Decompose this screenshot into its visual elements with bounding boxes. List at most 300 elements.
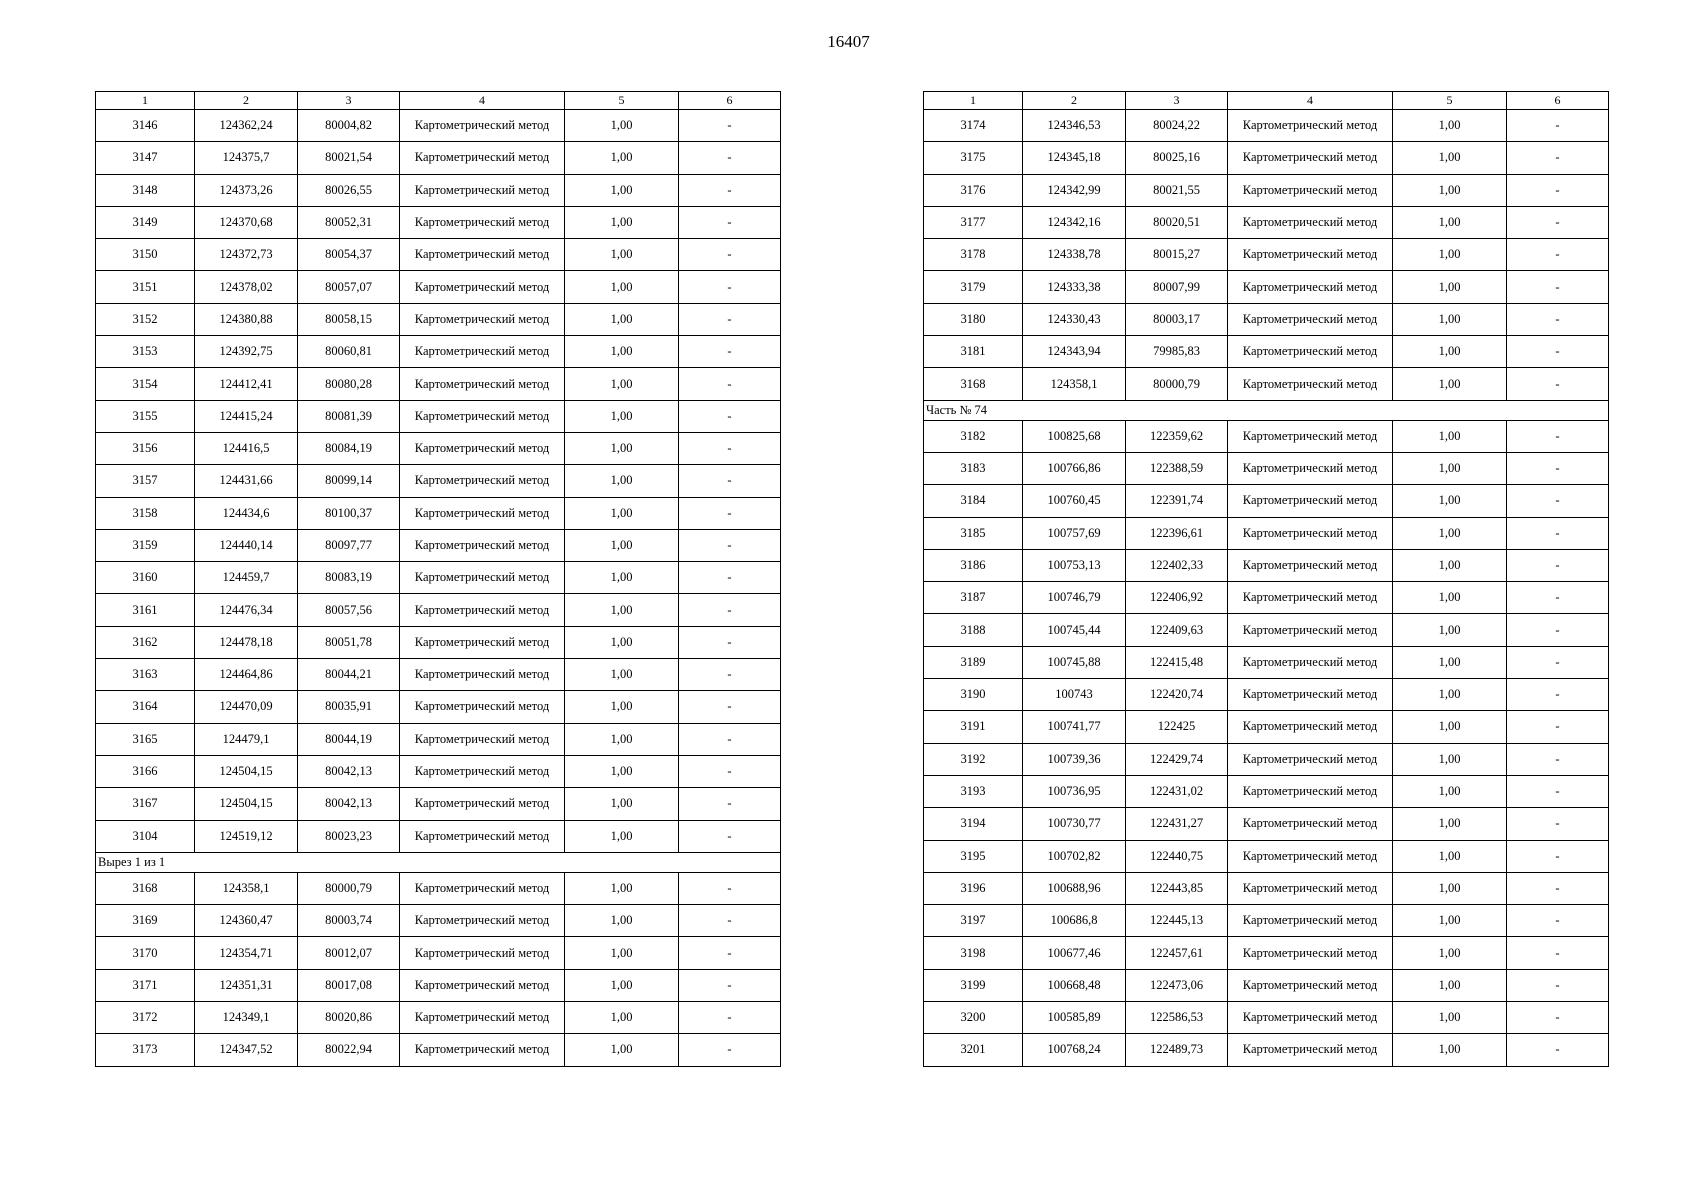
point-number-cell: 3161 (96, 594, 195, 626)
method-cell: Картометрический метод (1228, 614, 1393, 646)
section-row (96, 852, 781, 872)
x-coordinate-cell: 124380,88 (195, 303, 298, 335)
table-row (924, 646, 1609, 678)
accuracy-cell: 1,00 (1393, 840, 1507, 872)
y-coordinate-cell: 80042,13 (298, 788, 400, 820)
x-coordinate-cell: 124347,52 (195, 1034, 298, 1066)
x-coordinate-cell: 124504,15 (195, 755, 298, 787)
accuracy-cell: 1,00 (565, 432, 679, 464)
accuracy-cell: 1,00 (1393, 142, 1507, 174)
point-number-cell: 3148 (96, 174, 195, 206)
description-cell: - (679, 497, 781, 529)
method-cell: Картометрический метод (1228, 872, 1393, 904)
y-coordinate-cell: 80058,15 (298, 303, 400, 335)
y-coordinate-cell: 122388,59 (1126, 452, 1228, 484)
method-cell: Картометрический метод (1228, 174, 1393, 206)
table-row (96, 788, 781, 820)
x-coordinate-cell: 124464,86 (195, 659, 298, 691)
description-cell: - (1507, 142, 1609, 174)
column-header: 6 (679, 92, 781, 110)
y-coordinate-cell: 80044,21 (298, 659, 400, 691)
accuracy-cell: 1,00 (1393, 905, 1507, 937)
y-coordinate-cell: 80015,27 (1126, 239, 1228, 271)
method-cell: Картометрический метод (1228, 646, 1393, 678)
x-coordinate-cell: 124459,7 (195, 562, 298, 594)
point-number-cell: 3171 (96, 969, 195, 1001)
x-coordinate-cell: 124342,16 (1023, 206, 1126, 238)
x-coordinate-cell: 124519,12 (195, 820, 298, 852)
y-coordinate-cell: 80057,07 (298, 271, 400, 303)
method-cell: Картометрический метод (1228, 549, 1393, 581)
description-cell: - (679, 562, 781, 594)
table-row (96, 174, 781, 206)
y-coordinate-cell: 122586,53 (1126, 1002, 1228, 1034)
page-number: 16407 (827, 32, 870, 51)
description-cell: - (679, 465, 781, 497)
method-cell: Картометрический метод (400, 788, 565, 820)
table-row (96, 368, 781, 400)
point-number-cell: 3198 (924, 937, 1023, 969)
accuracy-cell: 1,00 (565, 659, 679, 691)
description-cell: - (679, 400, 781, 432)
description-cell: - (1507, 775, 1609, 807)
y-coordinate-cell: 122396,61 (1126, 517, 1228, 549)
table-row (96, 594, 781, 626)
point-number-cell: 3149 (96, 206, 195, 238)
method-cell: Картометрический метод (1228, 452, 1393, 484)
y-coordinate-cell: 80080,28 (298, 368, 400, 400)
method-cell: Картометрический метод (400, 432, 565, 464)
y-coordinate-cell: 80003,74 (298, 905, 400, 937)
table-row (924, 336, 1609, 368)
x-coordinate-cell: 124434,6 (195, 497, 298, 529)
table-row (96, 905, 781, 937)
accuracy-cell: 1,00 (565, 755, 679, 787)
column-header: 4 (1228, 92, 1393, 110)
method-cell: Картометрический метод (400, 239, 565, 271)
table-row (924, 485, 1609, 517)
y-coordinate-cell: 80024,22 (1126, 110, 1228, 142)
method-cell: Картометрический метод (1228, 743, 1393, 775)
accuracy-cell: 1,00 (1393, 969, 1507, 1001)
accuracy-cell: 1,00 (1393, 1002, 1507, 1034)
accuracy-cell: 1,00 (565, 626, 679, 658)
method-cell: Картометрический метод (1228, 142, 1393, 174)
y-coordinate-cell: 122406,92 (1126, 582, 1228, 614)
accuracy-cell: 1,00 (1393, 271, 1507, 303)
x-coordinate-cell: 124362,24 (195, 110, 298, 142)
y-coordinate-cell: 122420,74 (1126, 679, 1228, 711)
y-coordinate-cell: 122473,06 (1126, 969, 1228, 1001)
y-coordinate-cell: 79985,83 (1126, 336, 1228, 368)
accuracy-cell: 1,00 (1393, 1034, 1507, 1066)
y-coordinate-cell: 80035,91 (298, 691, 400, 723)
method-cell: Картометрический метод (1228, 271, 1393, 303)
accuracy-cell: 1,00 (565, 723, 679, 755)
table-row (96, 400, 781, 432)
accuracy-cell: 1,00 (1393, 420, 1507, 452)
y-coordinate-cell: 122431,27 (1126, 808, 1228, 840)
x-coordinate-cell: 124416,5 (195, 432, 298, 464)
point-number-cell: 3168 (924, 368, 1023, 400)
point-number-cell: 3163 (96, 659, 195, 691)
y-coordinate-cell: 122489,73 (1126, 1034, 1228, 1066)
table-row (924, 271, 1609, 303)
method-cell: Картометрический метод (1228, 1034, 1393, 1066)
method-cell: Картометрический метод (400, 755, 565, 787)
accuracy-cell: 1,00 (1393, 368, 1507, 400)
point-number-cell: 3146 (96, 110, 195, 142)
description-cell: - (1507, 206, 1609, 238)
section-label: Часть № 74 (924, 400, 1609, 420)
table-row (96, 110, 781, 142)
description-cell: - (1507, 110, 1609, 142)
table-row (924, 303, 1609, 335)
point-number-cell: 3179 (924, 271, 1023, 303)
x-coordinate-cell: 124378,02 (195, 271, 298, 303)
y-coordinate-cell: 122391,74 (1126, 485, 1228, 517)
y-coordinate-cell: 80083,19 (298, 562, 400, 594)
accuracy-cell: 1,00 (565, 529, 679, 561)
y-coordinate-cell: 122415,48 (1126, 646, 1228, 678)
point-number-cell: 3172 (96, 1002, 195, 1034)
accuracy-cell: 1,00 (565, 206, 679, 238)
method-cell: Картометрический метод (1228, 420, 1393, 452)
description-cell: - (1507, 646, 1609, 678)
x-coordinate-cell: 100757,69 (1023, 517, 1126, 549)
column-header: 2 (1023, 92, 1126, 110)
column-header: 4 (400, 92, 565, 110)
point-number-cell: 3184 (924, 485, 1023, 517)
y-coordinate-cell: 122443,85 (1126, 872, 1228, 904)
accuracy-cell: 1,00 (565, 691, 679, 723)
description-cell: - (679, 723, 781, 755)
y-coordinate-cell: 80023,23 (298, 820, 400, 852)
description-cell: - (679, 626, 781, 658)
x-coordinate-cell: 124431,66 (195, 465, 298, 497)
table-row (96, 820, 781, 852)
x-coordinate-cell: 100766,86 (1023, 452, 1126, 484)
point-number-cell: 3197 (924, 905, 1023, 937)
method-cell: Картометрический метод (1228, 937, 1393, 969)
description-cell: - (1507, 336, 1609, 368)
description-cell: - (1507, 1034, 1609, 1066)
section-label: Вырез 1 из 1 (96, 852, 781, 872)
section-row (924, 400, 1609, 420)
point-number-cell: 3169 (96, 905, 195, 937)
point-number-cell: 3153 (96, 336, 195, 368)
accuracy-cell: 1,00 (1393, 336, 1507, 368)
x-coordinate-cell: 100730,77 (1023, 808, 1126, 840)
y-coordinate-cell: 80025,16 (1126, 142, 1228, 174)
point-number-cell: 3196 (924, 872, 1023, 904)
table-row (924, 110, 1609, 142)
accuracy-cell: 1,00 (1393, 206, 1507, 238)
accuracy-cell: 1,00 (1393, 517, 1507, 549)
accuracy-cell: 1,00 (565, 465, 679, 497)
x-coordinate-cell: 124358,1 (195, 872, 298, 904)
y-coordinate-cell: 80022,94 (298, 1034, 400, 1066)
table-row (924, 452, 1609, 484)
y-coordinate-cell: 80044,19 (298, 723, 400, 755)
point-number-cell: 3166 (96, 755, 195, 787)
y-coordinate-cell: 80007,99 (1126, 271, 1228, 303)
description-cell: - (1507, 420, 1609, 452)
method-cell: Картометрический метод (1228, 679, 1393, 711)
x-coordinate-cell: 100702,82 (1023, 840, 1126, 872)
description-cell: - (1507, 679, 1609, 711)
table-row (924, 549, 1609, 581)
description-cell: - (679, 110, 781, 142)
y-coordinate-cell: 80021,55 (1126, 174, 1228, 206)
point-number-cell: 3186 (924, 549, 1023, 581)
method-cell: Картометрический метод (400, 497, 565, 529)
accuracy-cell: 1,00 (565, 110, 679, 142)
accuracy-cell: 1,00 (565, 142, 679, 174)
column-header: 2 (195, 92, 298, 110)
table-row (924, 905, 1609, 937)
table-row (924, 808, 1609, 840)
point-number-cell: 3193 (924, 775, 1023, 807)
description-cell: - (679, 432, 781, 464)
method-cell: Картометрический метод (1228, 711, 1393, 743)
accuracy-cell: 1,00 (565, 788, 679, 820)
column-header: 5 (565, 92, 679, 110)
description-cell: - (1507, 239, 1609, 271)
x-coordinate-cell: 100745,44 (1023, 614, 1126, 646)
x-coordinate-cell: 124440,14 (195, 529, 298, 561)
table-row (96, 659, 781, 691)
table-row (924, 206, 1609, 238)
y-coordinate-cell: 122445,13 (1126, 905, 1228, 937)
y-coordinate-cell: 122429,74 (1126, 743, 1228, 775)
table-row (924, 517, 1609, 549)
x-coordinate-cell: 100677,46 (1023, 937, 1126, 969)
point-number-cell: 3160 (96, 562, 195, 594)
point-number-cell: 3189 (924, 646, 1023, 678)
accuracy-cell: 1,00 (565, 400, 679, 432)
table-row (96, 465, 781, 497)
x-coordinate-cell: 100741,77 (1023, 711, 1126, 743)
accuracy-cell: 1,00 (565, 905, 679, 937)
method-cell: Картометрический метод (1228, 110, 1393, 142)
point-number-cell: 3194 (924, 808, 1023, 840)
point-number-cell: 3181 (924, 336, 1023, 368)
description-cell: - (679, 755, 781, 787)
point-number-cell: 3195 (924, 840, 1023, 872)
table-row (924, 582, 1609, 614)
table-row (924, 937, 1609, 969)
y-coordinate-cell: 80099,14 (298, 465, 400, 497)
description-cell: - (679, 969, 781, 1001)
point-number-cell: 3200 (924, 1002, 1023, 1034)
table-row (924, 142, 1609, 174)
y-coordinate-cell: 80020,86 (298, 1002, 400, 1034)
point-number-cell: 3180 (924, 303, 1023, 335)
accuracy-cell: 1,00 (565, 820, 679, 852)
column-header: 1 (96, 92, 195, 110)
table-row (96, 1034, 781, 1066)
accuracy-cell: 1,00 (1393, 582, 1507, 614)
method-cell: Картометрический метод (400, 594, 565, 626)
table-row (96, 303, 781, 335)
table-row (96, 872, 781, 904)
x-coordinate-cell: 124354,71 (195, 937, 298, 969)
accuracy-cell: 1,00 (565, 497, 679, 529)
accuracy-cell: 1,00 (565, 937, 679, 969)
y-coordinate-cell: 122440,75 (1126, 840, 1228, 872)
y-coordinate-cell: 80097,77 (298, 529, 400, 561)
table-row (96, 432, 781, 464)
y-coordinate-cell: 80054,37 (298, 239, 400, 271)
description-cell: - (1507, 969, 1609, 1001)
method-cell: Картометрический метод (400, 206, 565, 238)
table-row (96, 1002, 781, 1034)
description-cell: - (1507, 368, 1609, 400)
description-cell: - (1507, 937, 1609, 969)
point-number-cell: 3170 (96, 937, 195, 969)
y-coordinate-cell: 122431,02 (1126, 775, 1228, 807)
method-cell: Картометрический метод (400, 562, 565, 594)
x-coordinate-cell: 124342,99 (1023, 174, 1126, 206)
table-row (924, 711, 1609, 743)
point-number-cell: 3182 (924, 420, 1023, 452)
x-coordinate-cell: 100686,8 (1023, 905, 1126, 937)
accuracy-cell: 1,00 (1393, 110, 1507, 142)
method-cell: Картометрический метод (1228, 239, 1393, 271)
description-cell: - (679, 271, 781, 303)
y-coordinate-cell: 122457,61 (1126, 937, 1228, 969)
table-row (924, 174, 1609, 206)
method-cell: Картометрический метод (400, 368, 565, 400)
point-number-cell: 3165 (96, 723, 195, 755)
table-row (924, 679, 1609, 711)
table-row (96, 271, 781, 303)
table-row (924, 1034, 1609, 1066)
description-cell: - (679, 174, 781, 206)
x-coordinate-cell: 124372,73 (195, 239, 298, 271)
table-row (96, 336, 781, 368)
x-coordinate-cell: 124479,1 (195, 723, 298, 755)
method-cell: Картометрический метод (400, 529, 565, 561)
y-coordinate-cell: 80000,79 (1126, 368, 1228, 400)
table-row (96, 142, 781, 174)
x-coordinate-cell: 124415,24 (195, 400, 298, 432)
description-cell: - (1507, 303, 1609, 335)
method-cell: Картометрический метод (400, 820, 565, 852)
table-row (96, 497, 781, 529)
description-cell: - (1507, 614, 1609, 646)
y-coordinate-cell: 122425 (1126, 711, 1228, 743)
x-coordinate-cell: 100745,88 (1023, 646, 1126, 678)
x-coordinate-cell: 124392,75 (195, 336, 298, 368)
description-cell: - (1507, 840, 1609, 872)
accuracy-cell: 1,00 (565, 368, 679, 400)
method-cell: Картометрический метод (400, 400, 565, 432)
table-header-row (924, 92, 1609, 110)
method-cell: Картометрический метод (400, 142, 565, 174)
table-row (96, 723, 781, 755)
y-coordinate-cell: 80051,78 (298, 626, 400, 658)
y-coordinate-cell: 80042,13 (298, 755, 400, 787)
x-coordinate-cell: 124343,94 (1023, 336, 1126, 368)
description-cell: - (679, 206, 781, 238)
x-coordinate-cell: 100753,13 (1023, 549, 1126, 581)
column-header: 3 (1126, 92, 1228, 110)
accuracy-cell: 1,00 (565, 239, 679, 271)
table-row (924, 368, 1609, 400)
table-row (924, 614, 1609, 646)
x-coordinate-cell: 124345,18 (1023, 142, 1126, 174)
point-number-cell: 3147 (96, 142, 195, 174)
description-cell: - (1507, 1002, 1609, 1034)
x-coordinate-cell: 124346,53 (1023, 110, 1126, 142)
x-coordinate-cell: 100760,45 (1023, 485, 1126, 517)
accuracy-cell: 1,00 (1393, 872, 1507, 904)
accuracy-cell: 1,00 (1393, 239, 1507, 271)
x-coordinate-cell: 124478,18 (195, 626, 298, 658)
description-cell: - (679, 691, 781, 723)
table-row (924, 775, 1609, 807)
y-coordinate-cell: 80081,39 (298, 400, 400, 432)
column-header: 1 (924, 92, 1023, 110)
point-number-cell: 3183 (924, 452, 1023, 484)
point-number-cell: 3162 (96, 626, 195, 658)
point-number-cell: 3192 (924, 743, 1023, 775)
point-number-cell: 3201 (924, 1034, 1023, 1066)
description-cell: - (679, 937, 781, 969)
table-row (924, 1002, 1609, 1034)
point-number-cell: 3185 (924, 517, 1023, 549)
description-cell: - (679, 872, 781, 904)
description-cell: - (1507, 743, 1609, 775)
point-number-cell: 3154 (96, 368, 195, 400)
table-row (924, 840, 1609, 872)
y-coordinate-cell: 80020,51 (1126, 206, 1228, 238)
x-coordinate-cell: 124360,47 (195, 905, 298, 937)
table-row (96, 529, 781, 561)
method-cell: Картометрический метод (1228, 303, 1393, 335)
accuracy-cell: 1,00 (565, 594, 679, 626)
y-coordinate-cell: 80026,55 (298, 174, 400, 206)
point-number-cell: 3155 (96, 400, 195, 432)
method-cell: Картометрический метод (1228, 206, 1393, 238)
method-cell: Картометрический метод (400, 1002, 565, 1034)
accuracy-cell: 1,00 (1393, 679, 1507, 711)
description-cell: - (679, 142, 781, 174)
point-number-cell: 3187 (924, 582, 1023, 614)
table-row (96, 691, 781, 723)
x-coordinate-cell: 100688,96 (1023, 872, 1126, 904)
method-cell: Картометрический метод (400, 174, 565, 206)
point-number-cell: 3173 (96, 1034, 195, 1066)
table-header-row (96, 92, 781, 110)
x-coordinate-cell: 124470,09 (195, 691, 298, 723)
y-coordinate-cell: 80052,31 (298, 206, 400, 238)
method-cell: Картометрический метод (400, 723, 565, 755)
table-row (96, 755, 781, 787)
y-coordinate-cell: 80000,79 (298, 872, 400, 904)
point-number-cell: 3178 (924, 239, 1023, 271)
point-number-cell: 3176 (924, 174, 1023, 206)
x-coordinate-cell: 100768,24 (1023, 1034, 1126, 1066)
y-coordinate-cell: 80084,19 (298, 432, 400, 464)
x-coordinate-cell: 124370,68 (195, 206, 298, 238)
description-cell: - (679, 1034, 781, 1066)
table-row (924, 872, 1609, 904)
column-header: 6 (1507, 92, 1609, 110)
description-cell: - (679, 659, 781, 691)
